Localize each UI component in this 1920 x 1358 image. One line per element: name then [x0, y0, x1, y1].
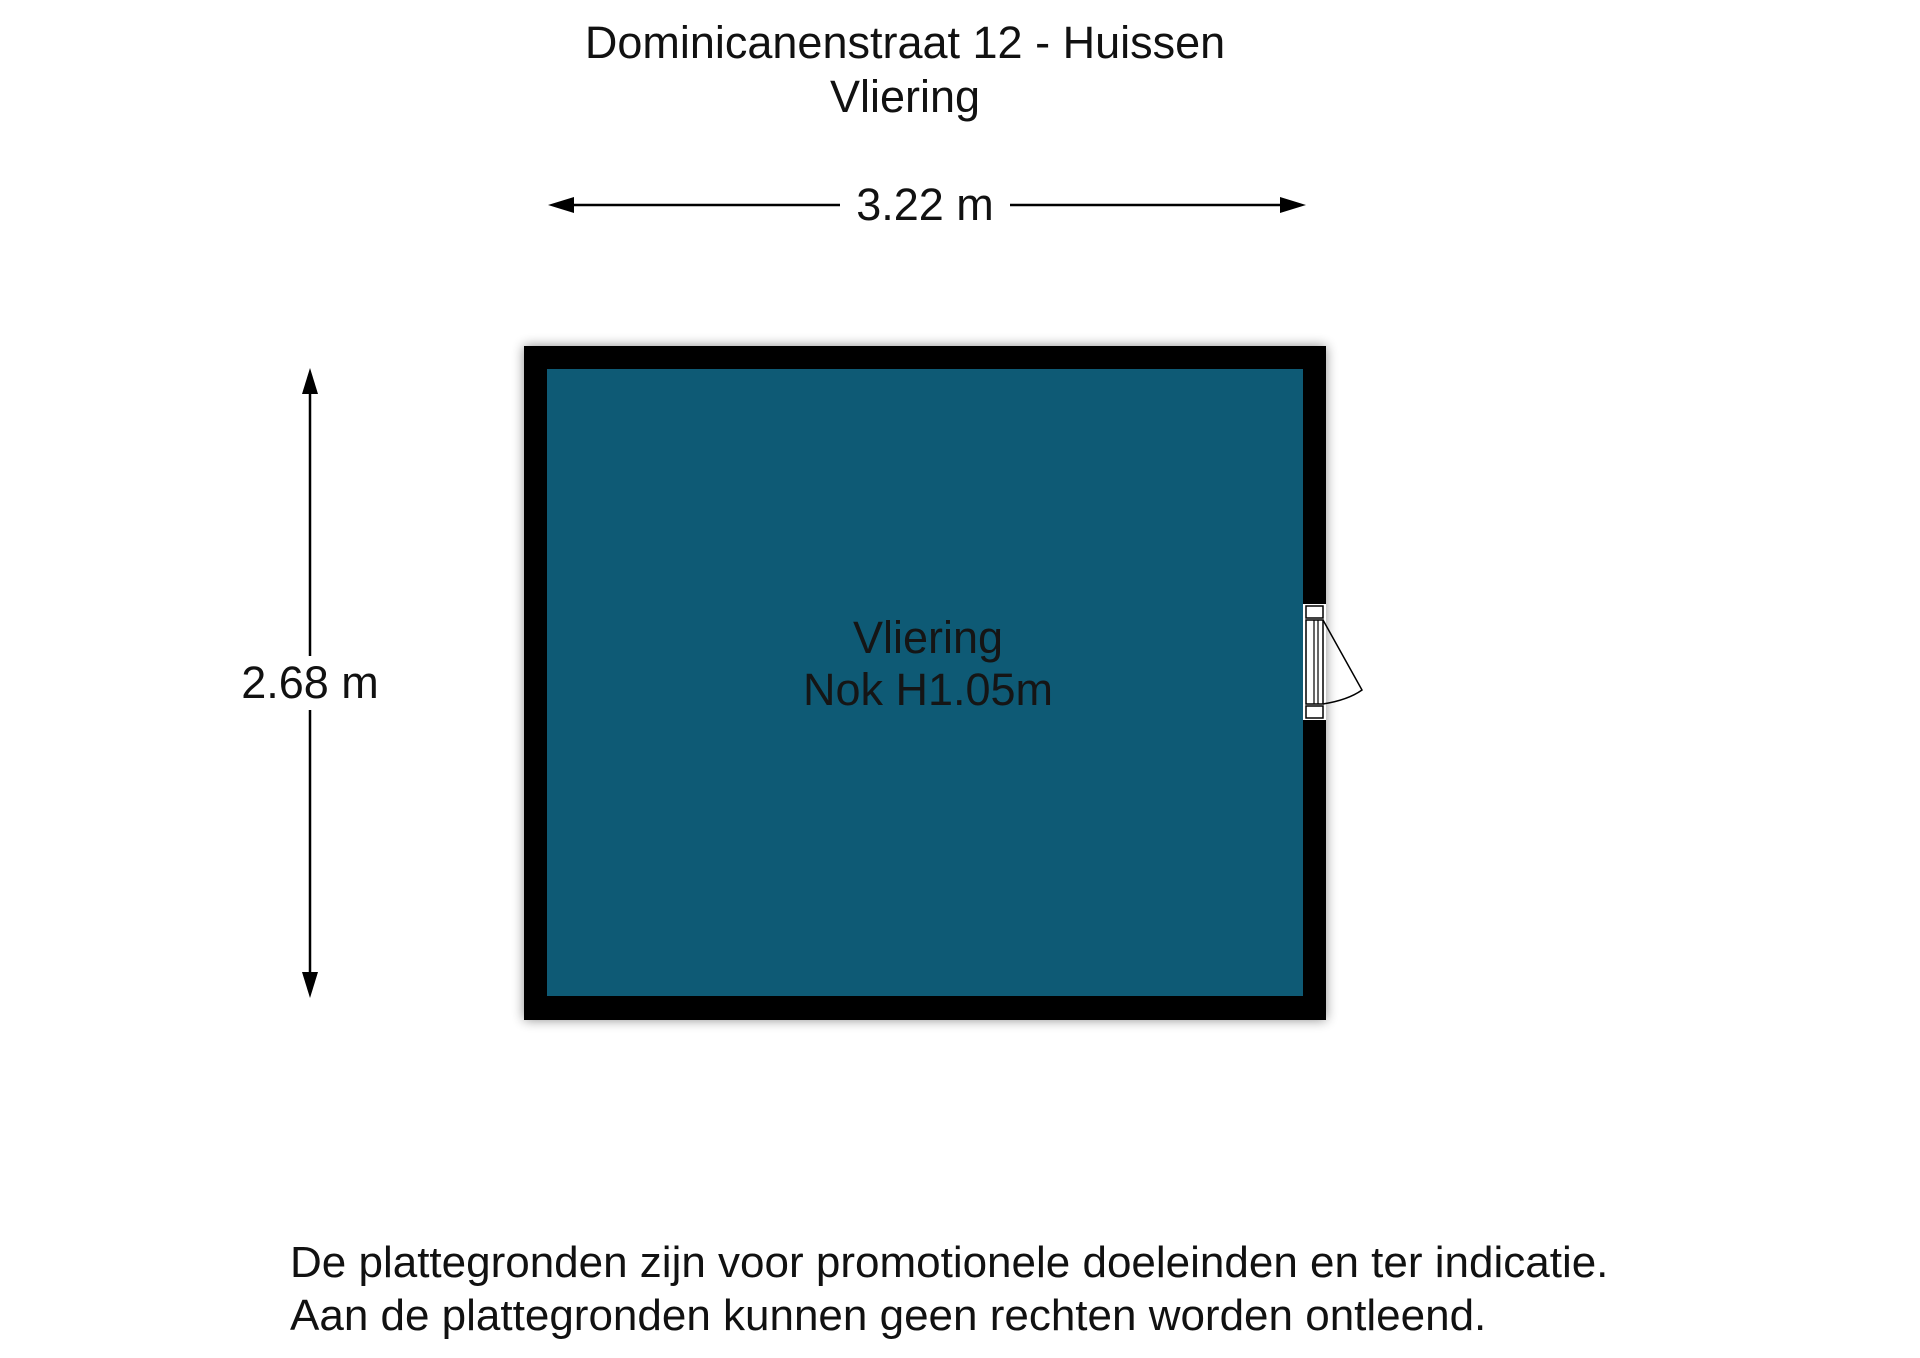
- disclaimer: [290, 1236, 1850, 1342]
- disclaimer-line-2: Aan de plattegronden kunnen geen rechten worden ontleend.: [290, 1291, 1487, 1340]
- depth-dimension-label: 2.68 m: [220, 656, 400, 710]
- room-label: [548, 612, 1308, 716]
- room-height-note: Nok H1.05m: [802, 664, 1054, 715]
- door-icon: [1303, 604, 1362, 720]
- room-name: Vliering: [852, 612, 1004, 663]
- disclaimer-line-1: De plattegronden zijn voor promotionele doeleinden en ter indicatie.: [290, 1238, 1609, 1287]
- address-title: Dominicanenstraat 12 - Huissen: [584, 17, 1226, 68]
- floor-title: Vliering: [829, 71, 981, 122]
- width-dimension-label: 3.22 m: [840, 178, 1010, 232]
